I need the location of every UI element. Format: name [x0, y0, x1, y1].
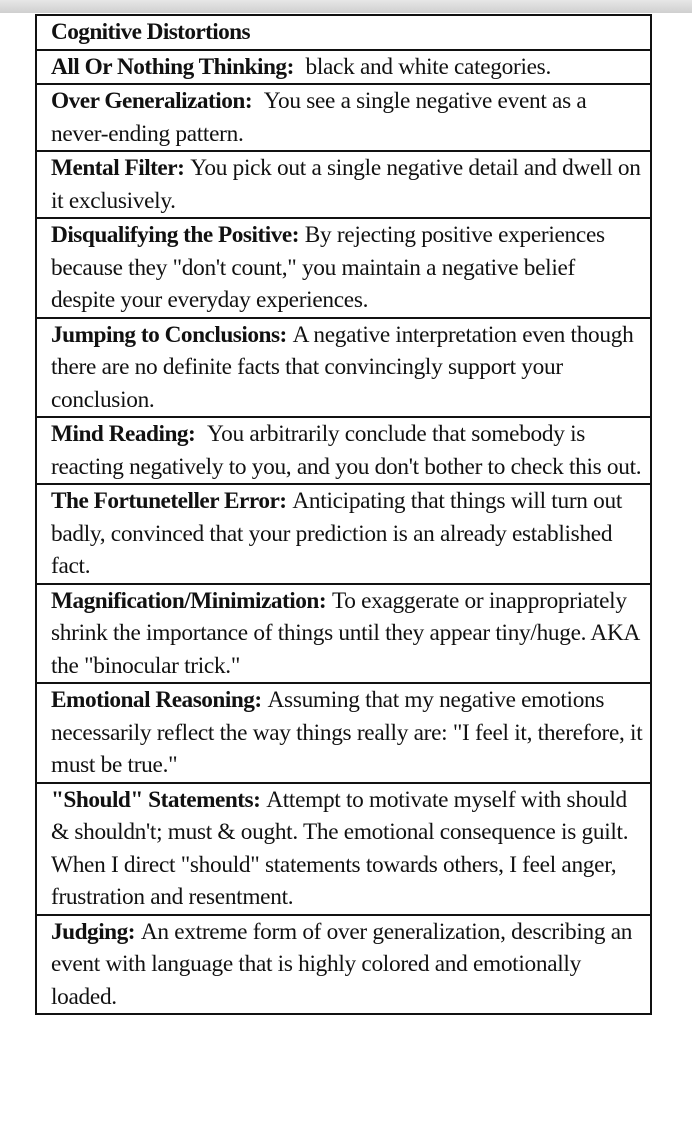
distortion-description: Attempt to motivate myself with should & shouldn't; must & ought. The emotional consequence is guilt. When I direct "should" statements towards others, I feel anger, frustration and resentment.	[51, 786, 629, 910]
table-cell	[36, 783, 651, 915]
table-cell	[36, 84, 651, 151]
table-cell	[36, 915, 651, 1015]
distortion-term: All Or Nothing Thinking:	[51, 53, 294, 80]
distortion-term: "Should" Statements:	[51, 786, 261, 813]
table-row	[36, 84, 651, 151]
table-row	[36, 683, 651, 783]
table-cell	[36, 584, 651, 684]
distortion-term: Jumping to Conclusions:	[51, 321, 287, 348]
distortion-description: An extreme form of over generalization, describing an event with language that is highly colored and emotionally loaded.	[51, 918, 633, 1010]
distortion-description: You arbitrarily conclude that somebody is reacting negatively to you, and you don't bother to check this out.	[51, 421, 642, 480]
table-cell	[36, 50, 651, 85]
table-row	[36, 484, 651, 584]
distortion-description: You pick out a single negative detail and dwell on it exclusively.	[51, 155, 641, 214]
table-cell	[36, 484, 651, 584]
distortion-term: Judging:	[51, 918, 136, 945]
distortion-term: Magnification/Minimization:	[51, 587, 327, 614]
table-row	[36, 318, 651, 418]
distortion-description: black and white categories.	[305, 53, 551, 80]
table-title: Cognitive Distortions	[51, 19, 251, 45]
distortion-term: Over Generalization:	[51, 88, 253, 114]
distortion-description: Assuming that my negative emotions necessarily reflect the way things really are: "I feel it, therefore, it must be true."	[51, 687, 643, 778]
table-cell	[36, 318, 651, 418]
table-cell	[36, 151, 651, 218]
distortion-term: Mental Filter:	[51, 155, 185, 181]
table-header-row	[36, 15, 651, 50]
table-cell	[36, 417, 651, 484]
distortion-description: By rejecting positive experiences because they "don't count," you maintain a negative belief despite your everyday experiences.	[51, 222, 605, 313]
table-row	[36, 783, 651, 915]
table-row	[36, 218, 651, 318]
distortions-table	[35, 14, 652, 1015]
table-row	[36, 915, 651, 1015]
table-row	[36, 417, 651, 484]
distortion-description: Anticipating that things will turn out badly, convinced that your prediction is an already established fact.	[51, 488, 623, 579]
table-row	[36, 151, 651, 218]
distortion-term: Disqualifying the Positive:	[51, 222, 299, 248]
document-page	[35, 14, 652, 1015]
top-bar	[0, 0, 692, 13]
distortion-term: The Fortuneteller Error:	[51, 488, 287, 514]
distortion-description: A negative interpretation even though there are no definite facts that convincingly support your conclusion.	[51, 321, 634, 413]
distortion-description: To exaggerate or inappropriately shrink the importance of things until they appear tiny/huge. AKA the "binocular trick."	[51, 587, 639, 679]
distortion-term: Emotional Reasoning:	[51, 687, 262, 713]
distortion-description: You see a single negative event as a never-ending pattern.	[51, 88, 587, 147]
table-row	[36, 50, 651, 85]
table-cell	[36, 218, 651, 318]
table-header-cell	[36, 15, 651, 50]
table-cell	[36, 683, 651, 783]
table-row	[36, 584, 651, 684]
distortion-term: Mind Reading:	[51, 421, 196, 447]
